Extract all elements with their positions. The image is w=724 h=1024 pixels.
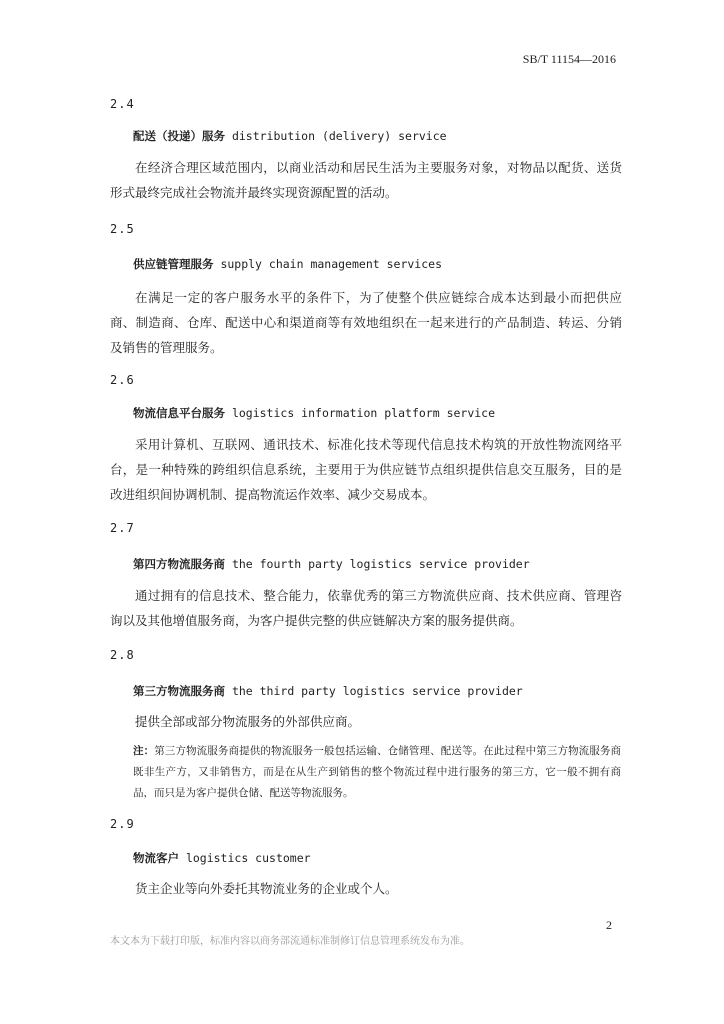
term-note: [133, 741, 621, 804]
page-number: 2: [606, 918, 612, 932]
term-definition: 采用计算机、互联网、通讯技术、标准化技术等现代信息技术构筑的开放性物流网络平台，是一种特殊的跨组织信息系统，主要用于为供应链节点组织提供信息交互服务，目的是改进组织间协调机制、提高物流运作效率、减少交易成本。: [110, 437, 622, 502]
term-zh: 物流信息平台服务: [133, 406, 225, 420]
term-zh: 供应链管理服务: [133, 257, 214, 271]
term-definition: 在经济合理区域范围内，以商业活动和居民生活为主要服务对象，对物品以配货、送货形式最终完成社会物流并最终实现资源配置的活动。: [110, 160, 622, 200]
clause-number: 2.5: [110, 222, 135, 236]
term-en: supply chain management services: [220, 257, 442, 271]
term-heading: [133, 128, 447, 144]
term-definition: 货主企业等向外委托其物流业务的企业或个人。: [135, 881, 398, 896]
term-heading: [133, 683, 523, 699]
term-en: the fourth party logistics service provider: [231, 557, 530, 571]
clause-number: 2.9: [110, 817, 135, 831]
clause-number: 2.8: [110, 648, 135, 662]
term-heading: [133, 405, 495, 421]
clause-number: 2.4: [110, 97, 135, 111]
standard-number: SB/T 11154—2016: [522, 52, 616, 66]
note-text: 第三方物流服务商提供的物流服务一般包括运输、仓储管理、配送等。在此过程中第三方物流服务商既非生产方，又非销售方，而是在从生产到销售的整个物流过程中进行服务的第三方，它一般不拥有商品，而只是为客户提供仓储、配送等物流服务。: [133, 745, 622, 799]
clause-number: 2.6: [110, 373, 135, 387]
term-zh: 第四方物流服务商: [133, 557, 225, 571]
term-en: logistics customer: [185, 851, 311, 865]
term-en: distribution (delivery) service: [231, 129, 447, 143]
term-zh: 配送（投递）服务: [133, 129, 225, 143]
term-en: the third party logistics service provider: [231, 684, 523, 698]
term-heading: [133, 256, 442, 272]
term-definition: 提供全部或部分物流服务的外部供应商。: [135, 714, 361, 729]
term-en: logistics information platform service: [231, 406, 496, 420]
term-heading: [133, 850, 311, 866]
clause-number: 2.7: [110, 521, 135, 535]
term-definition: 通过拥有的信息技术、整合能力，依靠优秀的第三方物流供应商、技术供应商、管理咨询以及其他增值服务商，为客户提供完整的供应链解决方案的服务提供商。: [110, 588, 622, 628]
term-definition: 在满足一定的客户服务水平的条件下，为了使整个供应链综合成本达到最小而把供应商、制造商、仓库、配送中心和渠道商等有效地组织在一起来进行的产品制造、转运、分销及销售的管理服务。: [110, 290, 622, 355]
term-zh: 第三方物流服务商: [133, 684, 225, 698]
footer-disclaimer: 本文本为下载打印版，标准内容以商务部流通标准制修订信息管理系统发布为准。: [110, 936, 470, 947]
term-zh: 物流客户: [133, 851, 179, 865]
term-heading: [133, 556, 530, 572]
note-label: 注：: [133, 745, 155, 757]
